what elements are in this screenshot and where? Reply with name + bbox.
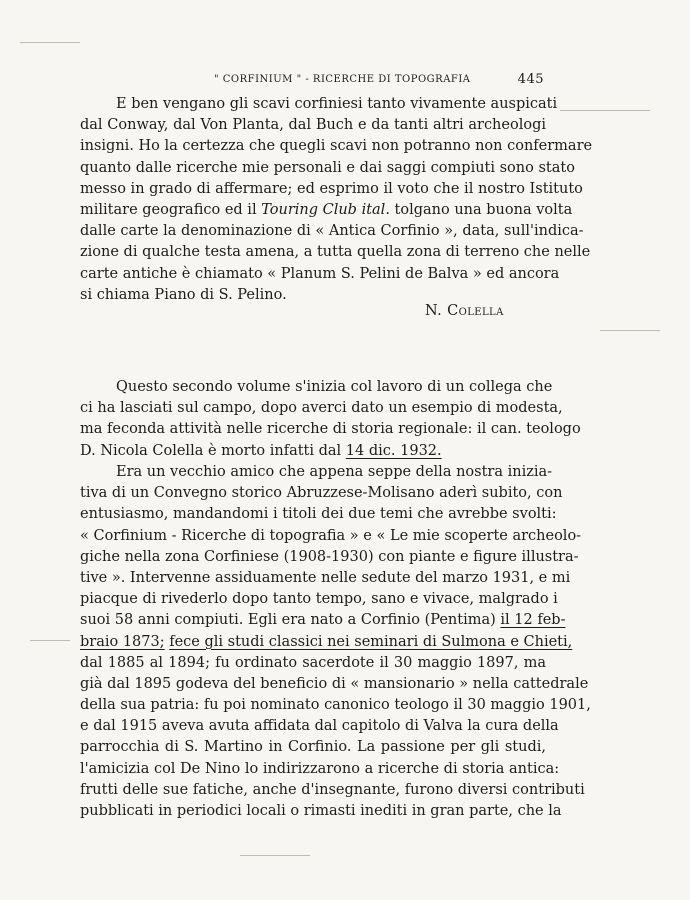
- text-line: parrocchia di S. Martino in Corfinio. La passione per gli studi,: [80, 739, 546, 756]
- text-line: quanto dalle ricerche mie personali e dai saggi compiuti sono stato: [80, 159, 575, 176]
- text-line: entusiasmo, mandandomi i titoli dei due temi che avrebbe svolti:: [80, 506, 557, 523]
- text-line: ci ha lasciati sul campo, dopo averci dato un esempio di modesta,: [80, 400, 563, 417]
- text-line: [80, 441, 546, 462]
- text-line: insigni. Ho la certezza che quegli scavi non potranno non confermare: [80, 138, 593, 155]
- text-line: [80, 200, 573, 221]
- text-line: della sua patria: fu poi nominato canonico teologo il 30 maggio 1901,: [80, 697, 591, 714]
- text-line: pubblicati in periodici locali o rimasti inediti in gran parte, che la: [80, 803, 562, 819]
- text-span: tolgano una buona volta: [394, 201, 573, 218]
- scan-speck: [560, 110, 650, 111]
- text-line: Questo secondo volume s'inizia col lavoro di un collega che: [116, 379, 553, 395]
- text-span: suoi 58 anni compiuti. Egli era nato a Corfinio (Pentima): [80, 612, 496, 629]
- text-line: « Corfinium - Ricerche di topografia » e « Le mie scoperte archeolo-: [80, 527, 582, 544]
- text-line: dal 1885 al 1894; fu ordinato sacerdote il 30 maggio 1897, ma: [80, 654, 546, 671]
- text-line: Era un vecchio amico che appena seppe della nostra inizia-: [116, 464, 553, 480]
- paragraph-2: [80, 377, 581, 462]
- birth-date-underlined: braio 1873;: [80, 633, 165, 650]
- studies-underlined: fece gli studi classici nei seminari di Sulmona e Chieti,: [169, 633, 573, 650]
- text-line: [80, 632, 573, 653]
- paragraph-1: [80, 94, 593, 306]
- touring-club-italic: Touring Club ital.: [261, 201, 390, 218]
- text-line: ma feconda attività nelle ricerche di storia regionale: il can. teologo: [80, 421, 581, 438]
- text-line: zione di qualche testa amena, a tutta quella zona di terreno che nelle: [80, 244, 591, 261]
- text-line: dal Conway, dal Von Planta, dal Buch e da tanti altri archeologi: [80, 117, 546, 134]
- text-line: E ben vengano gli scavi corfiniesi tanto vivamente auspicati: [116, 96, 558, 112]
- scan-speck: [600, 330, 660, 331]
- text-line: messo in grado di affermare; ed esprimo il voto che il nostro Istituto: [80, 180, 583, 197]
- text-line: si chiama Piano di S. Pelino.: [80, 286, 287, 303]
- text-line: tive ». Intervenne assiduamente nelle sedute del marzo 1931, e mi: [80, 569, 571, 586]
- text-span: D. Nicola Colella è morto infatti dal: [80, 442, 342, 459]
- text-line: frutti delle sue fatiche, anche d'insegnante, furono diversi contributi: [80, 781, 585, 798]
- scan-speck: [20, 42, 80, 43]
- text-line: carte antiche è chiamato « Planum S. Pelini de Balva » ed ancora: [80, 265, 560, 282]
- scan-speck: [30, 640, 70, 641]
- page-header: [214, 70, 544, 88]
- text-line: piacque di rivederlo dopo tanto tempo, sano e vivace, malgrado i: [80, 591, 558, 608]
- text-line: giche nella zona Corfiniese (1908-1930) con piante e figure illustra-: [80, 548, 579, 565]
- text-line: l'amicizia col De Nino lo indirizzarono a ricerche di storia antica:: [80, 760, 560, 777]
- author-signature: N. Colella: [425, 303, 504, 319]
- paragraph-3: [80, 462, 591, 822]
- text-span: militare geografico ed il: [80, 201, 257, 218]
- death-date-underlined: 14 dic. 1932.: [345, 442, 442, 459]
- birth-date-underlined: il 12 feb-: [500, 612, 566, 629]
- text-line: già dal 1895 godeva del beneficio di « mansionario » nella cattedrale: [80, 675, 589, 692]
- text-line: dalle carte la denominazione di « Antica Corfinio », data, sull'indica-: [80, 223, 584, 240]
- page-number: 445: [517, 72, 544, 87]
- text-line: [80, 610, 566, 631]
- text-line: tiva di un Convegno storico Abruzzese-Molisano aderì subito, con: [80, 485, 563, 502]
- text-line: e dal 1915 aveva avuta affidata dal capitolo di Valva la cura della: [80, 718, 559, 735]
- running-title: " CORFINIUM " - RICERCHE DI TOPOGRAFIA: [214, 74, 471, 85]
- scan-speck: [240, 855, 310, 856]
